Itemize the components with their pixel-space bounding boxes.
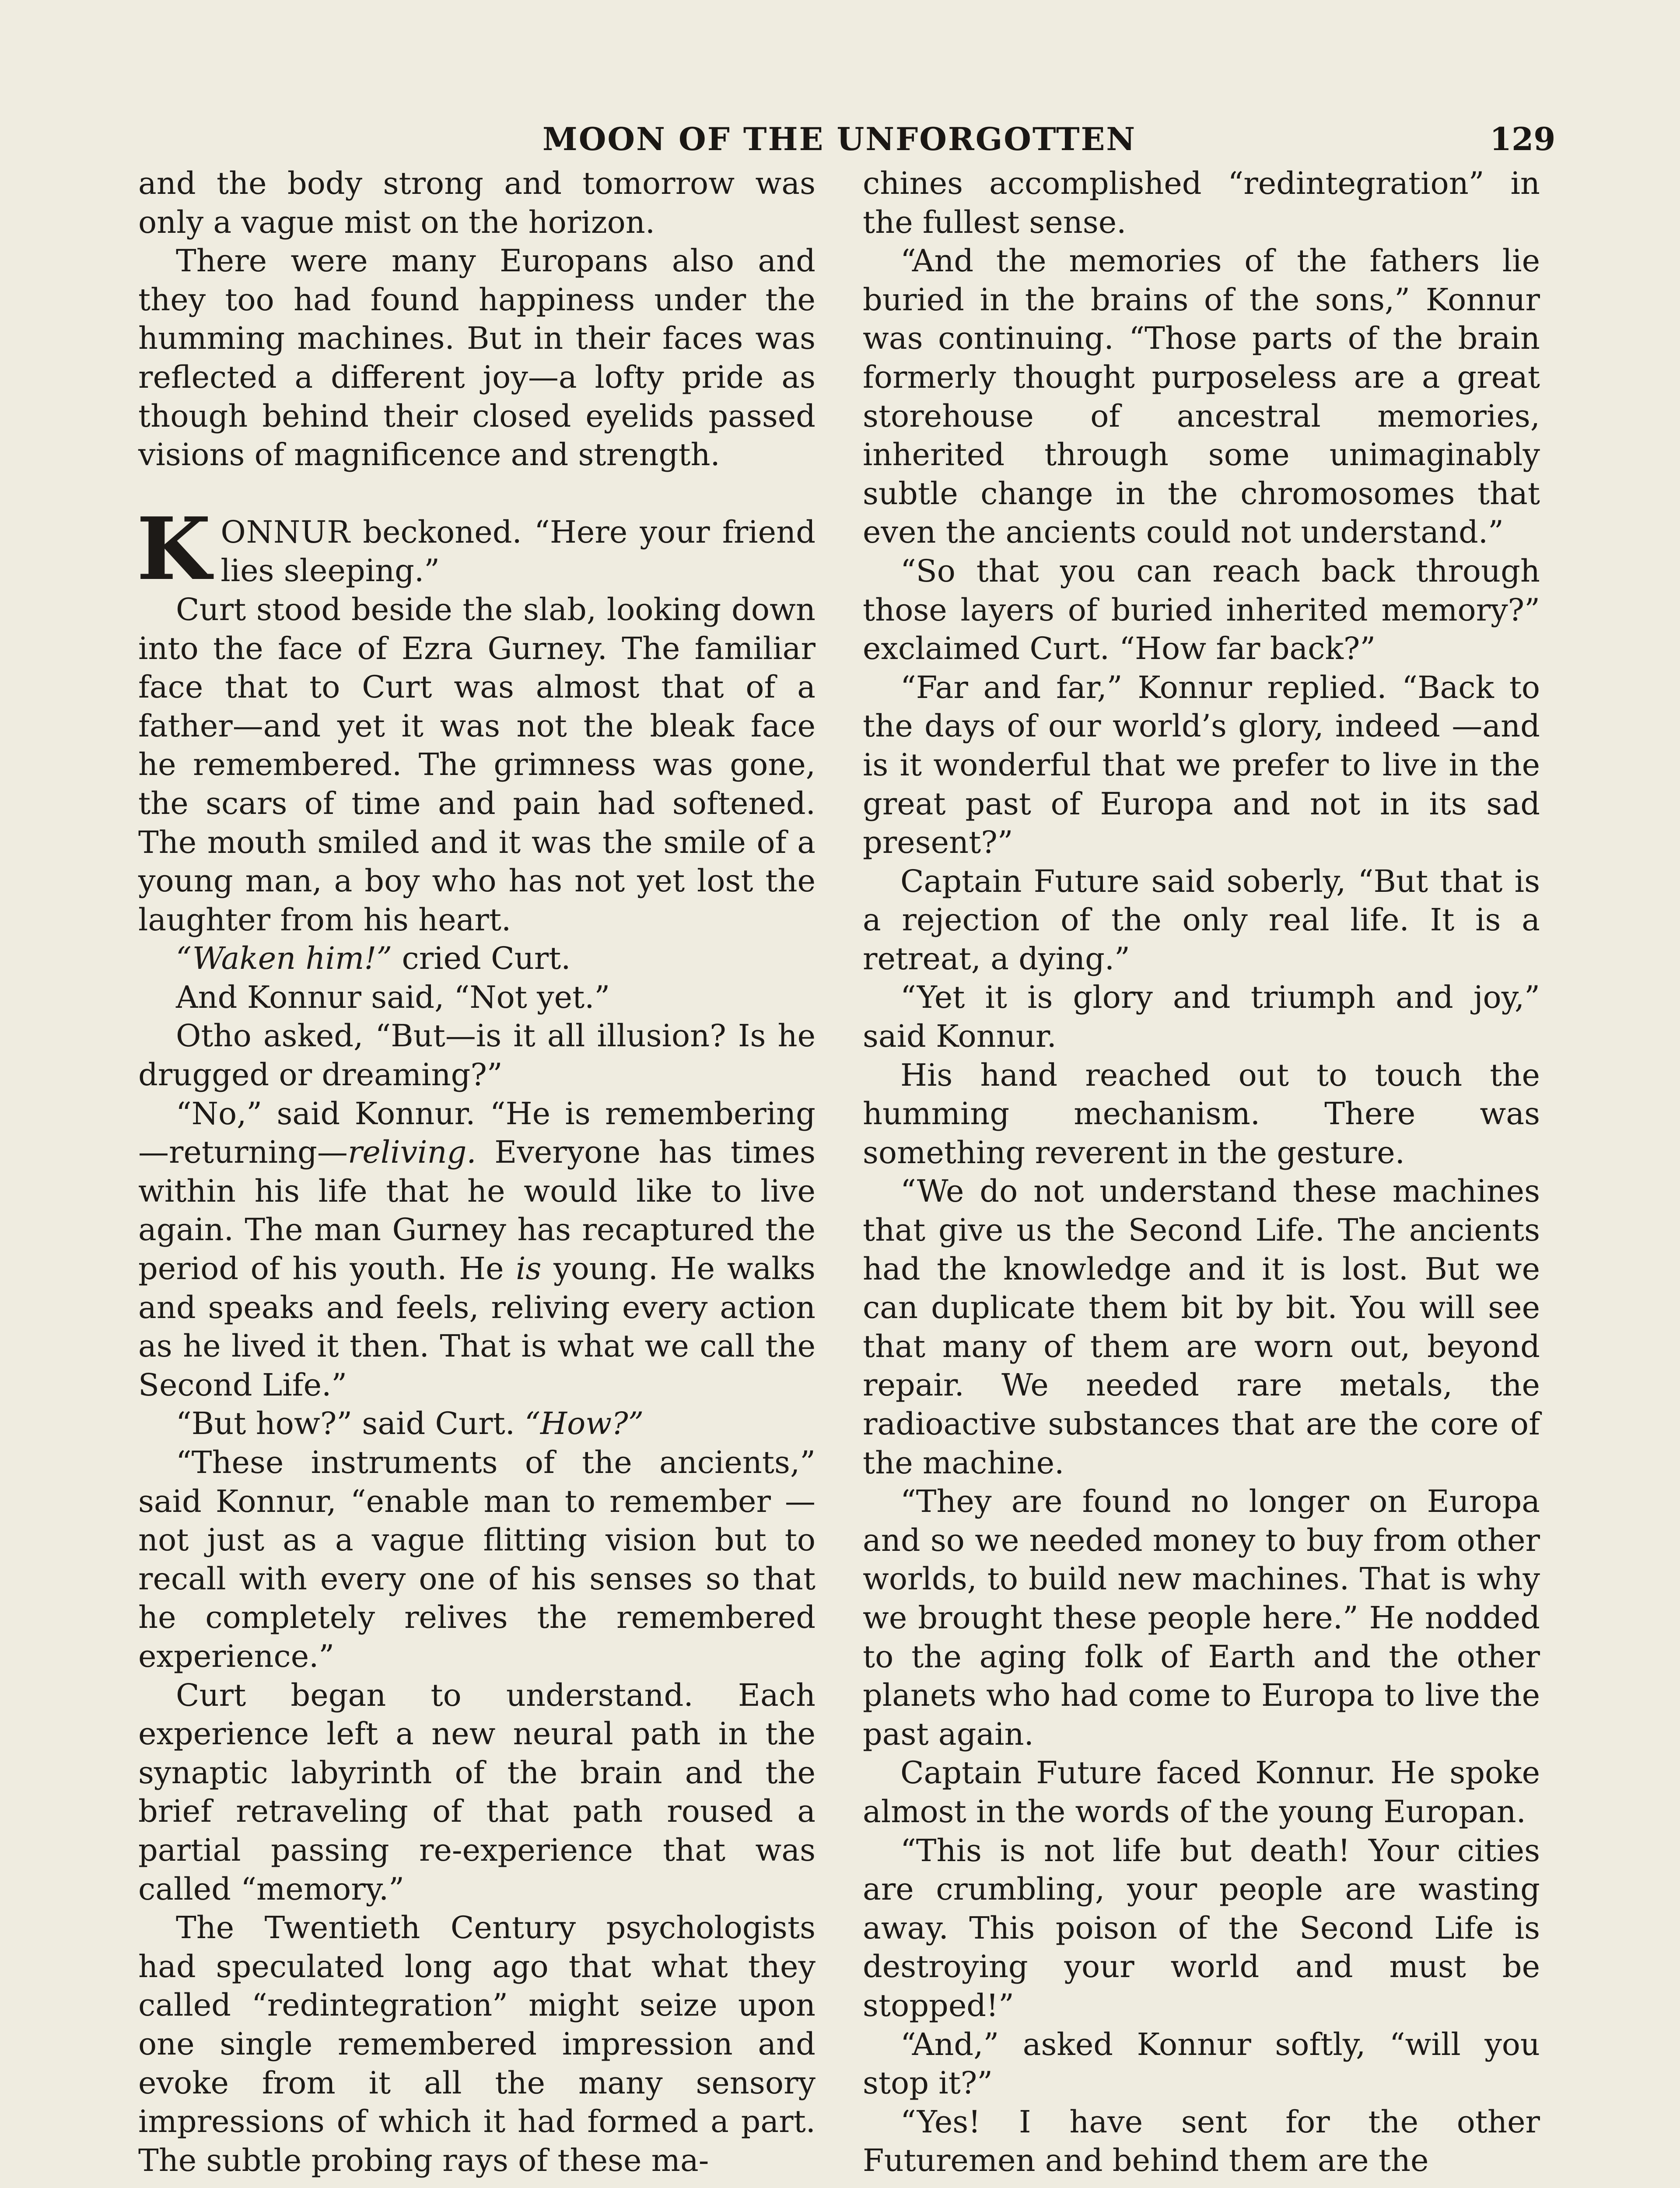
paragraph-text: Everyone has times within his life that he would like to live again. The man Gurney has recaptured the period of his youth. He [138, 1134, 816, 1287]
right-text-column [863, 164, 1540, 2180]
paragraph: And Konnur said, “Not yet.” [176, 979, 610, 1015]
page-number: 129 [1490, 120, 1556, 158]
italic-text: is [516, 1251, 542, 1287]
paragraph-text: cried Curt. [392, 940, 571, 977]
paragraph: chines accomplished “redintegration” in the fullest sense. [863, 165, 1540, 240]
paragraph: Curt stood beside the slab, looking down into the face of Ezra Gurney. The familiar face that to Curt was almost that of a father—and yet it was not the bleak face he remembered. The grimness was gone, the scars of time and pain had softened. The mouth smiled and it was the smile of a young man, a boy who has not yet lost the laughter from his heart. [138, 591, 816, 938]
paragraph: “This is not life but death! Your cities are crumbling, your people are wasting away. This poison of the Second Life is destroying your world and must be stopped!” [863, 1832, 1540, 2023]
drop-cap-letter: K [136, 498, 211, 600]
left-text-column [138, 164, 816, 2180]
paragraph [138, 939, 816, 978]
paragraph: “Yet it is glory and triumph and joy,” said Konnur. [863, 979, 1540, 1055]
paragraph-text: “No,” said Konnur. “He is remembering—returning— [138, 1095, 816, 1171]
paragraph: “We do not understand these machines that give us the Second Life. The ancients had the knowledge and it is lost. But we can duplicate them bit by bit. You will see that many of them are worn out, beyond repair. We needed rare metals, the radioactive substances that are the core of the machine. [863, 1173, 1540, 1481]
paragraph: Otho asked, “But—is it all illusion? Is he drugged or dreaming?” [138, 1018, 816, 1093]
paragraph: Captain Future said soberly, “But that is a rejection of the only real life. It is a retreat, a dying.” [863, 863, 1540, 977]
paragraph: “These instruments of the ancients,” said Konnur, “enable man to remember —not just as a vague flitting vision but to recall with every one of his senses so that he completely relives the remembered experience.” [138, 1445, 816, 1674]
italic-text: reliving. [347, 1134, 476, 1171]
paragraph: “Yes! I have sent for the other Futuremen and behind them are the [863, 2104, 1540, 2179]
paragraph: Captain Future faced Konnur. He spoke almost in the words of the young Europan. [863, 1755, 1540, 1830]
paragraph: “Far and far,” Konnur replied. “Back to the days of our world’s glory, indeed —and is it wonderful that we prefer to live in the great past of Europa and not in its sad present?” [863, 669, 1540, 861]
paragraph: The Twentieth Century psychologists had speculated long ago that what they called “redintegration” might seize upon one single remembered impression and evoke from it all the many sensory impressions of which it had formed a part. The subtle probing rays of these ma- [138, 1910, 816, 2178]
running-head-title: MOON OF THE UNFORGOTTEN [542, 120, 1137, 158]
paragraph-text: beckoned. “Here your friend lies sleeping.” [220, 514, 816, 589]
italic-text: “How?” [525, 1406, 644, 1442]
paragraph: There were many Europans also and they too had found happiness under the humming machines. But in their faces was reflected a different joy—a lofty pride as though behind their closed eyelids passed visions of magnificence and strength. [138, 243, 816, 473]
paragraph: His hand reached out to touch the humming mechanism. There was something reverent in the gesture. [863, 1057, 1540, 1171]
paragraph [138, 1404, 816, 1443]
small-caps-name: ONNUR [220, 514, 350, 550]
paragraph: Curt began to understand. Each experience left a new neural path in the synaptic labyrinth of the brain and the brief retraveling of that path roused a partial passing re-experience that was called “memory.” [138, 1677, 816, 1907]
paragraph-text: “But how?” said Curt. [176, 1406, 525, 1442]
paragraph: “So that you can reach back through those layers of buried inherited memory?” exclaimed Curt. “How far back?” [863, 553, 1540, 667]
paragraph-text: young. He walks and speaks and feels, reliving every action as he lived it then. That is what we call the Second Life.” [138, 1251, 816, 1403]
section-opening-paragraph [136, 498, 816, 600]
italic-text: “Waken him!” [176, 940, 392, 977]
paragraph: “They are found no longer on Europa and so we needed money to buy from other worlds, to build new machines. That is why we brought these people here.” He nodded to the aging folk of Earth and the other planets who had come to Europa to live the past again. [863, 1483, 1540, 1752]
paragraph: “And the memories of the fathers lie buried in the brains of the sons,” Konnur was continuing. “Those parts of the brain formerly thought purposeless are a great storehouse of ancestral memories, inherited through some unimaginably subtle change in the chromosomes that even the ancients could not understand.” [863, 243, 1540, 551]
paragraph: and the body strong and tomorrow was only a vague mist on the horizon. [138, 165, 816, 240]
paragraph [138, 1094, 816, 1405]
paragraph: “And,” asked Konnur softly, “will you stop it?” [863, 2026, 1540, 2101]
